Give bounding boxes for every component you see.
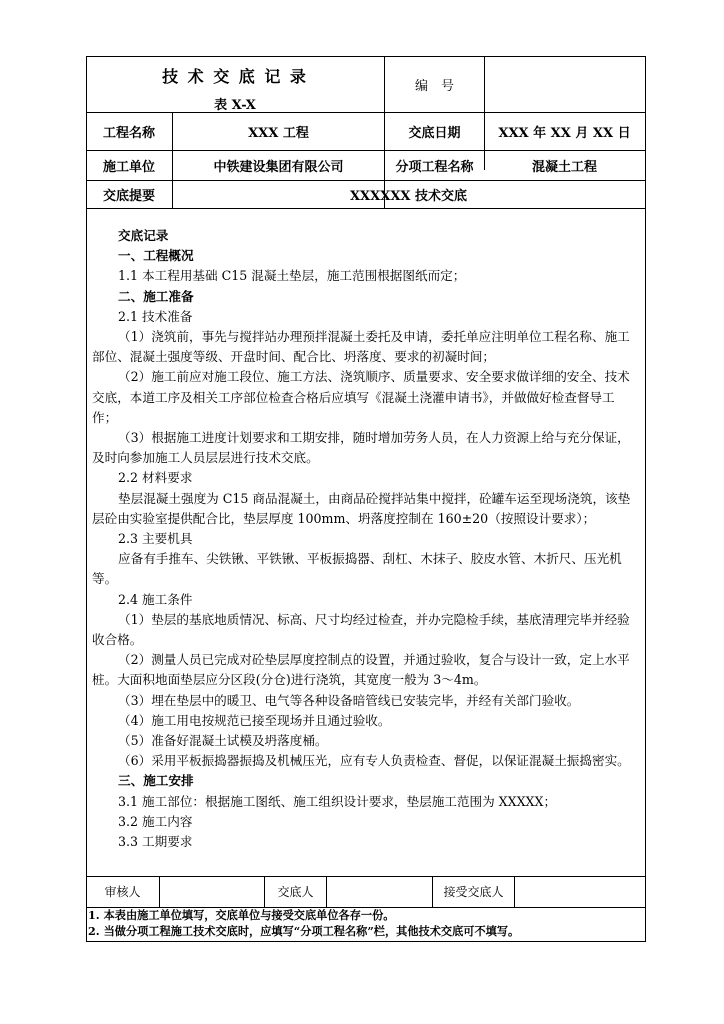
footnote: 2. 当做分项工程施工技术交底时，应填写“分项工程名称”栏，其他技术交底可不填写。 (88, 923, 520, 938)
subheading: 2.2 材料要求 (118, 470, 193, 486)
paragraph: （2）施工前应对施工段位、施工方法、浇筑顺序、质量要求、安全要求做详细的安全、技术交底，本道工序及相关工序部位检查合格后应填写《混凝土浇灌申请书》，并做做好检查督导工作； (92, 369, 630, 425)
footnotes (88, 908, 519, 939)
receiver-signature[interactable] (515, 876, 644, 907)
paragraph: （3）根据施工进度计划要求和工期安排，随时增加劳务人员，在人力资源上给与充分保证，及时向参加施工人员层层进行技术交底。 (92, 430, 630, 466)
form-number: 表 X-X (214, 98, 256, 113)
record-heading: 交底记录 (118, 228, 169, 243)
reviewer-signature[interactable] (160, 876, 264, 907)
date-value[interactable]: XXX 年 XX 月 XX 日 (498, 125, 631, 141)
summary-value[interactable]: XXXXXX 技术交底 (349, 188, 468, 204)
unit-value[interactable]: 中铁建设集团有限公司 (213, 159, 344, 175)
paragraph: 1.1 本工程用基础 C15 混凝土垫层，施工范围根据图纸而定； (118, 268, 466, 284)
discloser-label: 交底人 (277, 885, 314, 899)
subheading: 2.4 施工条件 (118, 591, 193, 607)
reviewer-label: 审核人 (104, 885, 141, 899)
subheading: 2.1 技术准备 (118, 308, 193, 324)
paragraph: （2）测量人员已完成对砼垫层厚度控制点的设置，并通过验收，复合与设计一致，定上水平桩。大面积地面垫层应分区段(分仓)进行浇筑，其宽度一般为 3～4m。 (92, 652, 630, 688)
section-heading: 一、工程概况 (118, 248, 194, 264)
receiver-label: 接受交底人 (443, 885, 504, 899)
paragraph: 垫层混凝土强度为 C15 商品混凝土，由商品砼搅拌站集中搅拌，砼罐车运至现场浇筑，该垫层砼由实验室提供配合比，垫层厚度 100mm、坍落度控制在 160±20（按照设计要求）； (92, 490, 631, 526)
discloser-signature[interactable] (327, 876, 432, 907)
date-label: 交底日期 (408, 125, 461, 141)
sub-project-label: 分项工程名称 (395, 159, 474, 175)
paragraph: 3.1 施工部位：根据施工图纸、施工组织设计要求，垫层施工范围为 XXXXX； (118, 793, 557, 809)
summary-label: 交底提要 (102, 188, 155, 204)
section-heading: 三、施工安排 (118, 773, 194, 789)
disclosure-form (86, 56, 646, 942)
footnote: 1. 本表由施工单位填写，交底单位与接受交底单位各存一份。 (88, 908, 395, 922)
sub-project-value[interactable]: 混凝土工程 (531, 159, 597, 175)
subheading: 3.2 施工内容 (118, 813, 193, 829)
disclosure-content (92, 226, 638, 852)
serial-label: 编 号 (414, 78, 454, 94)
paragraph: （5）准备好混凝土试模及坍落度桶。 (118, 733, 328, 749)
paragraph: （1）垫层的基底地质情况、标高、尺寸均经过检查，并办完隐检手续，基底清理完毕并经验收合格。 (92, 611, 630, 648)
section-heading: 二、施工准备 (118, 288, 194, 304)
unit-label: 施工单位 (102, 159, 155, 175)
paragraph: （4）施工用电按规范已接至现场并且通过验收。 (118, 712, 391, 728)
subheading: 3.3 工期要求 (118, 834, 193, 850)
rule (86, 208, 646, 209)
project-name-label: 工程名称 (102, 125, 155, 141)
form-title: 技 术 交 底 记 录 (162, 67, 308, 86)
subheading: 2.3 主要机具 (118, 531, 193, 547)
project-name-value[interactable]: XXX 工程 (248, 125, 309, 141)
paragraph: （3）埋在垫层中的暖卫、电气等各种设备暗管线已安装完毕，并经有关部门验收。 (118, 692, 580, 708)
serial-value[interactable] (485, 56, 644, 112)
paragraph: 应备有手推车、尖铁锹、平铁锹、平板振捣器、刮杠、木抹子、胶皮水管、木折尺、压光机等。 (92, 551, 622, 587)
paragraph: （6）采用平板振捣器振捣及机械压光，应有专人负责检查、督促，以保证混凝土振捣密实。 (118, 753, 630, 769)
paragraph: （1）浇筑前，事先与搅拌站办理预拌混凝土委托及申请，委托单应注明单位工程名称、施工部位、混凝土强度等级、开盘时间、配合比、坍落度、要求的初凝时间； (92, 329, 630, 365)
